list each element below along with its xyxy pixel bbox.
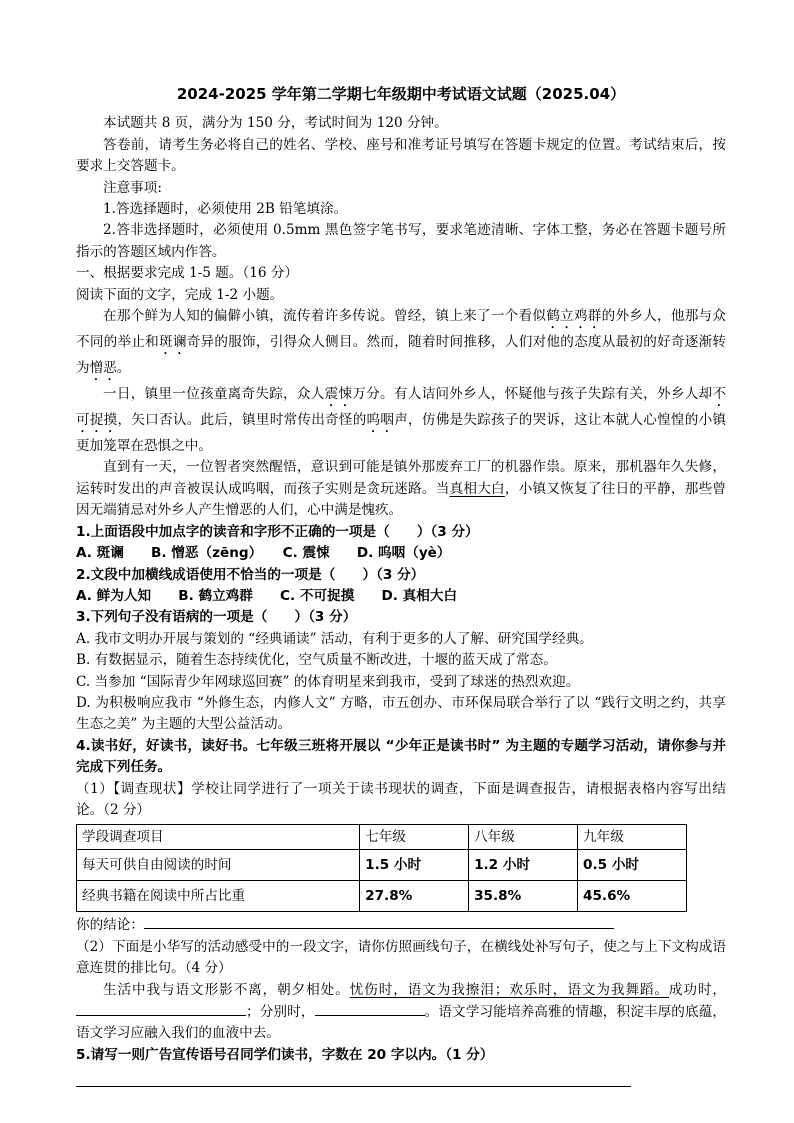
notice-1: 1.答选择题时，必须使用 2B 铅笔填涂。 [103,201,348,218]
table-row [77,850,687,881]
page-title: 2024-2025 学年第二学期七年级期中考试语文试题（2025.04） [176,85,626,103]
table-cell: 27.8% [360,881,469,912]
conclusion-answer-blank[interactable] [144,914,614,929]
question-3-option-d: D. 为积极响应我市 “外修生态，内修人文” 方略，市五创办、市环保局联合举行了以 “践行文明之约，共享生态之美” 为主题的大型公益活动。 [76,694,726,733]
survey-table [76,824,687,912]
table-header: 学段调查项目 [77,825,360,850]
notice-2: 2.答非选择题时，必须使用 0.5mm 黑色签字笔书写，要求笔迹清晰、字体工整，务必在答题卡题号所指示的答题区域内作答。 [76,222,726,260]
question-3-option-c: C. 当参加 “国际青少年网球巡回赛” 的体育明星来到我市，受到了球迷的热烈欢迎。 [76,673,580,690]
question-1-stem: 1.上面语段中加点字的读音和字形不正确的一项是（ ）（3 分） [76,523,479,540]
dotted-word: 憎恶 [89,360,117,377]
question-5-stem: 5.请写一则广告宣传语号召同学们读书，字数在 20 字以内。（1 分） [76,1046,494,1063]
table-cell: 35.8% [469,881,578,912]
table-cell: 1.2 小时 [469,850,578,881]
conclusion-label: 你的结论： [76,917,144,934]
table-cell: 1.5 小时 [360,850,469,881]
exam-page [76,84,726,1087]
table-cell: 0.5 小时 [578,850,687,881]
intro-line-1: 本试题共 8 页，满分为 150 分，考试时间为 120 分钟。 [103,115,448,132]
underlined-sentence: 忧伤时，语文为我擦泪；欢乐时，语文为我舞蹈。 [349,981,669,998]
section-heading: 一、根据要求完成 1-5 题。（16 分） [76,265,299,282]
intro-line-2: 答卷前，请考生务必将自己的姓名、学校、座号和准考证号填写在答题卡规定的位置。考试结束后，按要求上交答题卡。 [76,136,726,175]
dotted-word: 呜咽 [366,412,395,429]
table-header: 九年级 [578,825,687,850]
conclusion-line [76,914,726,936]
question-3-stem: 3.下列句子没有语病的一项是（ ）（3 分） [76,609,357,626]
dotted-word: 鹤立鸡群 [546,308,602,325]
table-header: 八年级 [469,825,578,850]
dotted-word: 不可捉摸 [76,386,727,429]
question-3-option-b: B. 有数据显示，随着生态持续优化，空气质量不断改进，十堰的蓝天成了常态。 [76,652,557,669]
question-4-stem: 4.读书好，好读书，读好书。七年级三班将开展以 “少年正是读书时” 为主题的专题学习活动，请你参与并完成下列任务。 [76,737,726,776]
table-cell: 每天可供自由阅读的时间 [77,850,360,881]
question-2-stem: 2.文段中加横线成语使用不恰当的一项是（ ）（3 分） [76,566,425,583]
table-cell: 经典书籍在阅读中所占比重 [77,881,360,912]
question-4-sub-1: （1）【调查现状】学校让同学进行了一项关于读书现状的调查，下面是调查报告，请根据表格内容写出结论。（2 分） [76,780,726,818]
notice-title: 注意事项: [103,179,162,196]
table-header-row [77,825,687,850]
table-cell: 45.6% [578,881,687,912]
answer-blank-2[interactable] [315,1001,425,1016]
passage-paragraph-1: 在那个鲜为人知的偏僻小镇，流传着许多传说。曾经，镇上来了一个看似鹤立鸡群的外乡人，他那与众不同的举止和斑谰奇异的服饰，引得众人侧目。然而，随着时间推移，人们对他的态度从最初的好奇逐渐转为憎恶。 [76,308,727,377]
table-header: 七年级 [360,825,469,850]
passage-paragraph-3: 直到有一天，一位智者突然醒悟，意识到可能是镇外那废弃工厂的机器作祟。原来，那机器年久失修，运转时发出的声音被误认成呜咽，而孩子实则是贪玩迷路。当真相大白，小镇又恢复了往日的平静，那些曾因无端猜忌对外乡人产生憎恶的人们，心中满是愧疚。 [76,459,727,519]
underlined-idiom: 真相大白 [449,480,505,497]
passage-paragraph-2: 一日，镇里一位孩童离奇失踪，众人震悚万分。有人诘问外乡人，怀疑他与孩子失踪有关，外乡人却不可捉摸，矢口否认。此后，镇里时常传出奇怪的呜咽声，仿佛是失踪孩子的哭诉，这让本就人心惶惶的小镇更加笼罩在恐惧之中。 [76,386,727,455]
question-5-answer-line[interactable] [76,1072,631,1087]
answer-blank-1[interactable] [76,1001,246,1016]
fill-paragraph: 生活中我与语文形影不离，朝夕相处。忧伤时，语文为我擦泪；欢乐时，语文为我舞蹈。成功时，；分别时， 。语文学习能培养高雅的情趣，积淀丰厚的底蕴，语文学习应融入我们的血液中去。 [76,981,727,1042]
question-4-sub-2: （2）下面是小华写的活动感受中的一段文字，请你仿照画线句子，在横线处补写句子，使之与上下文构成语意连贯的排比句。（4 分） [76,938,726,977]
table-row [77,881,687,912]
question-3-option-a: A. 我市文明办开展与策划的 “经典诵读” 活动，有利于更多的人了解、研究国学经典。 [76,630,593,647]
question-1-options: A. 斑谰 B. 憎恶（zēng） C. 震悚 D. 呜咽（yè） [76,545,451,562]
reading-intro: 阅读下面的文字，完成 1-2 小题。 [76,286,284,303]
dotted-word: 震悚 [324,386,353,403]
dotted-word: 斑谰 [159,334,187,351]
question-2-options: A. 鲜为人知 B. 鹤立鸡群 C. 不可捉摸 D. 真相大白 [76,587,458,604]
